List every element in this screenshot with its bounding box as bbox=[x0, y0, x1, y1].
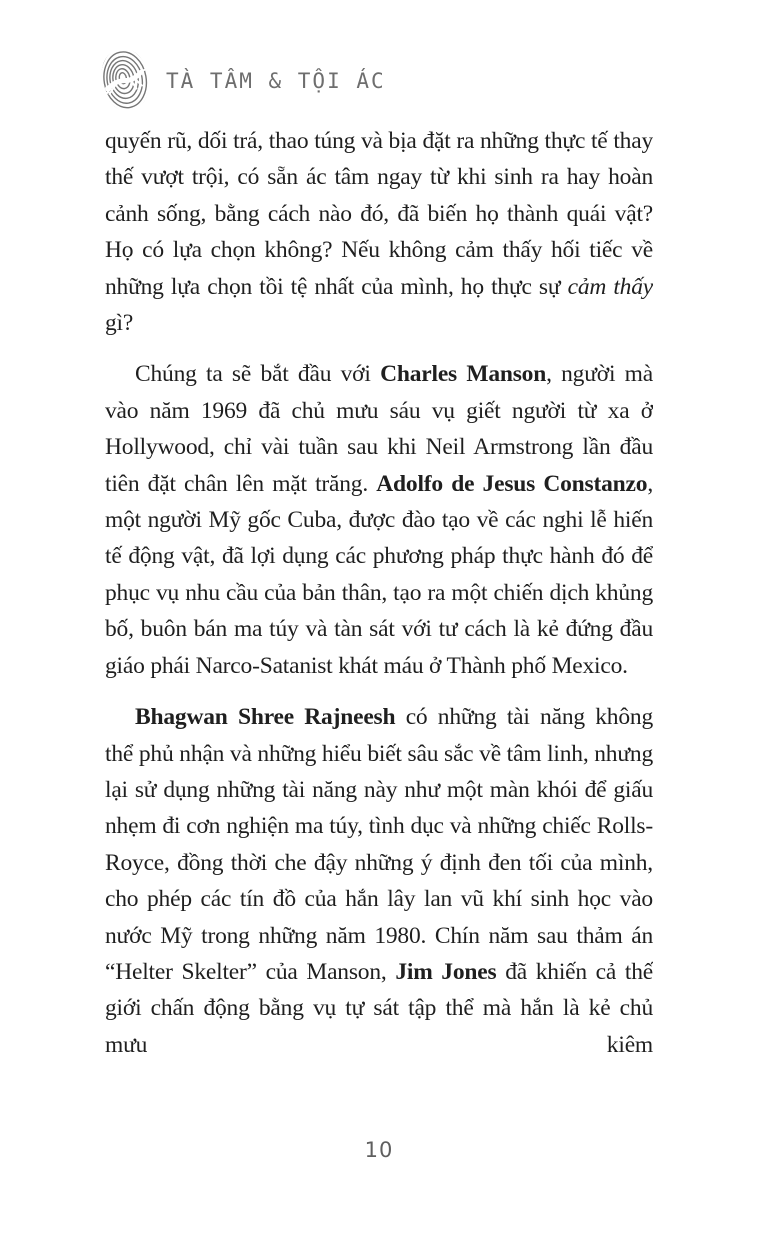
person-name-bold: Jim Jones bbox=[395, 958, 497, 985]
paragraph bbox=[105, 123, 653, 341]
paragraph bbox=[105, 699, 653, 1063]
page-header bbox=[100, 48, 386, 112]
emphasis-text: cảm thấy bbox=[567, 273, 653, 300]
body-run: , một người Mỹ gốc Cuba, được đào tạo về các nghi lễ hiến tế động vật, đã lợi dụng các phương pháp thực hành đó để phục vụ nhu cầu của bản thân, tạo ra một chiến dịch khủng bố, buôn bán ma túy và tàn sát với tư cách là kẻ đứng đầu giáo phái Narco-Satanist khát máu ở Thành phố Mexico. bbox=[105, 470, 653, 679]
body-run: gì? bbox=[105, 310, 134, 337]
person-name-bold: Adolfo de Jesus Constanzo bbox=[376, 470, 648, 497]
person-name-bold: Charles Manson bbox=[380, 361, 547, 388]
body-run: quyến rũ, dối trá, thao túng và bịa đặt ra những thực tế thay thế vượt trội, có sẵn ác tâm ngay từ khi sinh ra hay hoàn cảnh sống, bằng cách nào đó, đã biến họ thành quái vật? Họ có lựa chọn không? Nếu không cảm thấy hối tiếc về những lựa chọn tồi tệ nhất của mình, họ thực sự bbox=[105, 128, 653, 300]
person-name-bold: Bhagwan Shree Rajneesh bbox=[135, 704, 396, 731]
body-run: Chúng ta sẽ bắt đầu với bbox=[135, 361, 381, 388]
body-run: , người mà vào năm 1969 đã chủ mưu sáu vụ giết người từ xa ở Hollywood, chỉ vài tuần sau khi Neil Armstrong lần đầu tiên đặt chân lên mặt trăng. bbox=[105, 361, 653, 497]
running-head-title: TÀ TÂM & TỘI ÁC bbox=[166, 69, 386, 93]
paragraph bbox=[105, 356, 653, 684]
body-run: đã khiến cả thế giới chấn động bằng vụ tự sát tập thể mà hắn là kẻ chủ mưu kiêm bbox=[105, 958, 653, 1058]
page-number: 10 bbox=[364, 1138, 394, 1162]
body-run: có những tài năng không thể phủ nhận và những hiểu biết sâu sắc về tâm linh, nhưng lại sử dụng những tài năng này như một màn khói để giấu nhẹm đi cơn nghiện ma túy, tình dục và những chiếc Rolls-Royce, đồng thời che đậy những ý định đen tối của mình, cho phép các tín đồ của hắn lây lan vũ khí sinh học vào nước Mỹ trong những năm 1980. Chín năm sau thảm án “Helter Skelter” của Manson, bbox=[105, 704, 653, 985]
body-text bbox=[105, 123, 653, 1128]
fingerprint-leaping-animal-logo-icon bbox=[100, 48, 150, 112]
page-footer bbox=[105, 1138, 653, 1162]
